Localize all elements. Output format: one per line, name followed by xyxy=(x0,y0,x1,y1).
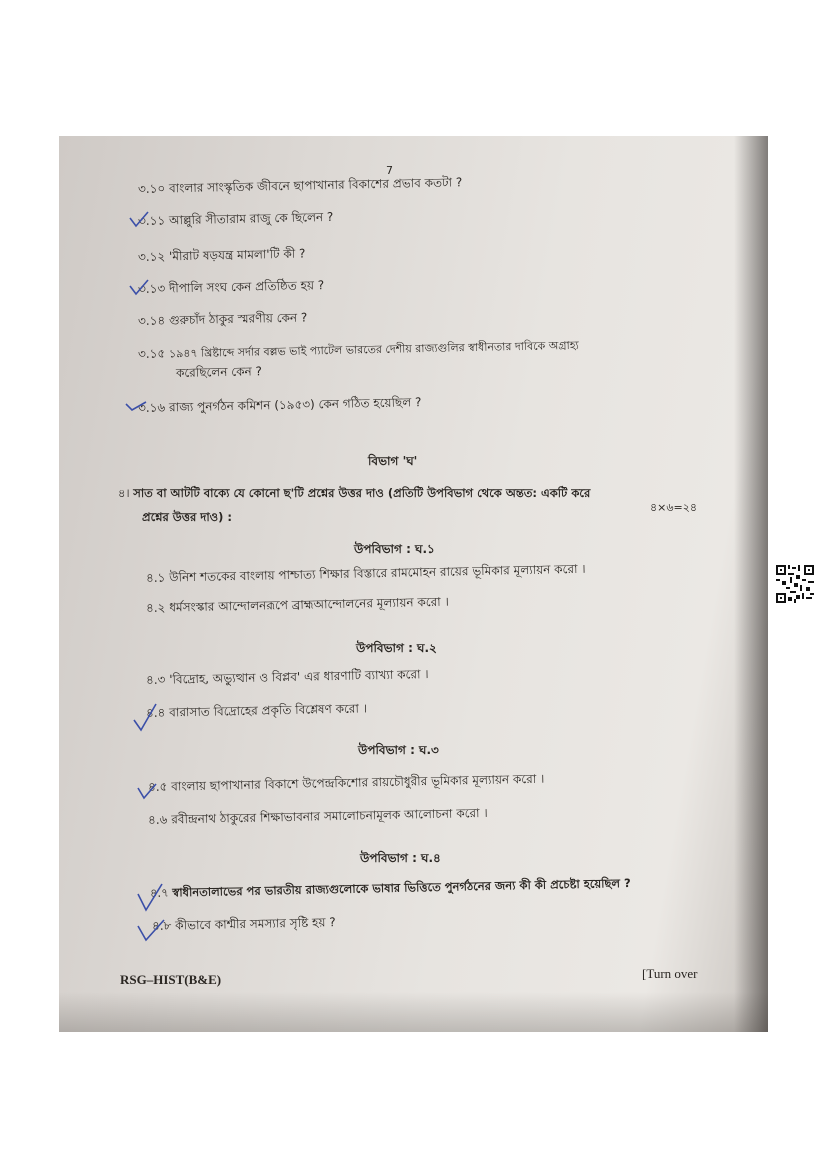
question-number: ৪.৩ xyxy=(145,672,166,687)
q4-instruction-line1: সাত বা আটটি বাক্যে যে কোনো ছ'টি প্রশ্নের উত্তর দাও (প্রতিটি উপবিভাগ থেকে অন্তত: একটি করে xyxy=(133,486,591,500)
subsection-title-4: উপবিভাগ : ঘ.৪ xyxy=(360,851,441,865)
question-text: ধর্মসংস্কার আন্দোলনরূপে ব্রাহ্মআন্দোলনের মূল্যায়ন করো । xyxy=(169,594,449,615)
question-number: ৪.৭ xyxy=(149,885,169,900)
page-number: 7 xyxy=(386,164,393,177)
pen-tick-mark xyxy=(136,778,158,802)
section-title: বিভাগ 'ঘ' xyxy=(368,454,418,468)
question-text: বাংলায় ছাপাখানার বিকাশে উপেন্দ্রকিশোর রায়চৌধুরীর ভূমিকার মূল্যায়ন করো । xyxy=(171,771,545,794)
question-number: ৪.৪ xyxy=(145,705,166,720)
pen-tick-mark xyxy=(136,916,166,944)
question-3-15-continued: করেছিলেন কেন ? xyxy=(175,364,263,380)
question-text: 'মীরাট ষড়যন্ত্র মামলা'টি কী ? xyxy=(168,246,306,264)
question-number: ৪.৫ xyxy=(147,779,168,794)
subsection-title-3: উপবিভাগ : ঘ.৩ xyxy=(358,743,439,757)
question-text: বাংলার সাংস্কৃতিক জীবনে ছাপাখানার বিকাশের প্রভাব কতটা ? xyxy=(168,175,463,196)
paper-code: RSG–HIST(B&E) xyxy=(120,972,222,987)
page-bottom-shadow xyxy=(59,992,768,1032)
question-number: ৩.১০ xyxy=(137,181,166,196)
question-number: ৩.১৪ xyxy=(137,313,166,328)
q4-instruction xyxy=(118,485,590,501)
question-text: কীভাবে কাশ্মীর সমস্যার সৃষ্টি হয় ? xyxy=(175,915,336,933)
pen-tick-mark xyxy=(132,702,158,732)
question-number: ৪.৬ xyxy=(147,812,168,827)
pen-tick-mark xyxy=(136,880,164,914)
question-text: বারাসাত বিদ্রোহের প্রকৃতি বিশ্লেষণ করো । xyxy=(169,701,368,720)
question-number: ৪.৮ xyxy=(151,918,172,933)
question-number: ৩.১৩ xyxy=(137,281,166,296)
pen-tick-mark xyxy=(124,396,148,414)
question-text: স্বাধীনতালাভের পর ভারতীয় রাজ্যগুলোকে ভাষার ভিত্তিতে পুনর্গঠনের জন্য কী কী প্রচেষ্টা হয়েছিল ? xyxy=(172,875,631,900)
q4-marks: ৪×৬=২৪ xyxy=(650,501,698,514)
question-text: রবীন্দ্রনাথ ঠাকুরের শিক্ষাভাবনার সমালোচনামূলক আলোচনা করো । xyxy=(171,805,488,827)
q4-number: ৪। xyxy=(118,486,130,500)
q4-instruction-line2: প্রশ্নের উত্তর দাও) : xyxy=(142,510,232,524)
question-text: দীপালি সংঘ কেন প্রতিষ্ঠিত হয় ? xyxy=(168,278,325,296)
turn-over-label: [Turn over xyxy=(642,966,698,981)
question-text: আল্লুরি সীতারাম রাজু কে ছিলেন ? xyxy=(168,209,334,228)
pen-tick-mark xyxy=(128,210,150,230)
question-number: ৩.১৫ xyxy=(137,346,166,361)
subsection-title-2: উপবিভাগ : ঘ.২ xyxy=(356,641,437,655)
pen-tick-mark xyxy=(128,278,150,298)
question-number: ৩.১৬ xyxy=(137,400,166,415)
question-text: 'বিদ্রোহ, অভ্যুত্থান ও বিপ্লব' এর ধারণাটি ব্যাখ্যা করো । xyxy=(169,667,429,687)
question-number: ৪.১ xyxy=(145,570,166,585)
question-text: গুরুচাঁদ ঠাকুর স্মরণীয় কেন ? xyxy=(168,310,308,328)
question-number: ৩.১১ xyxy=(137,213,166,228)
question-number: ৪.২ xyxy=(145,600,166,615)
qr-code-graphic xyxy=(776,565,814,603)
question-text: রাজ্য পুনর্গঠন কমিশন (১৯৫৩) কেন গঠিত হয়েছিল ? xyxy=(168,395,422,415)
qr-code xyxy=(776,565,814,603)
page-edge-shadow xyxy=(734,136,768,1032)
question-text: উনিশ শতকের বাংলায় পাশ্চাত্য শিক্ষার বিস্তারে রামমোহন রায়ের ভূমিকার মূল্যায়ন করো । xyxy=(169,561,586,585)
subsection-title-1: উপবিভাগ : ঘ.১ xyxy=(354,542,435,556)
question-number: ৩.১২ xyxy=(137,249,166,264)
question-text: ১৯৪৭ খ্রিষ্টাব্দে সর্দার বল্লভ ভাই প্যাটেল ভারতের দেশীয় রাজ্যগুলির স্বাধীনতার দাবিকে অগ্রাহ্য xyxy=(168,338,579,361)
